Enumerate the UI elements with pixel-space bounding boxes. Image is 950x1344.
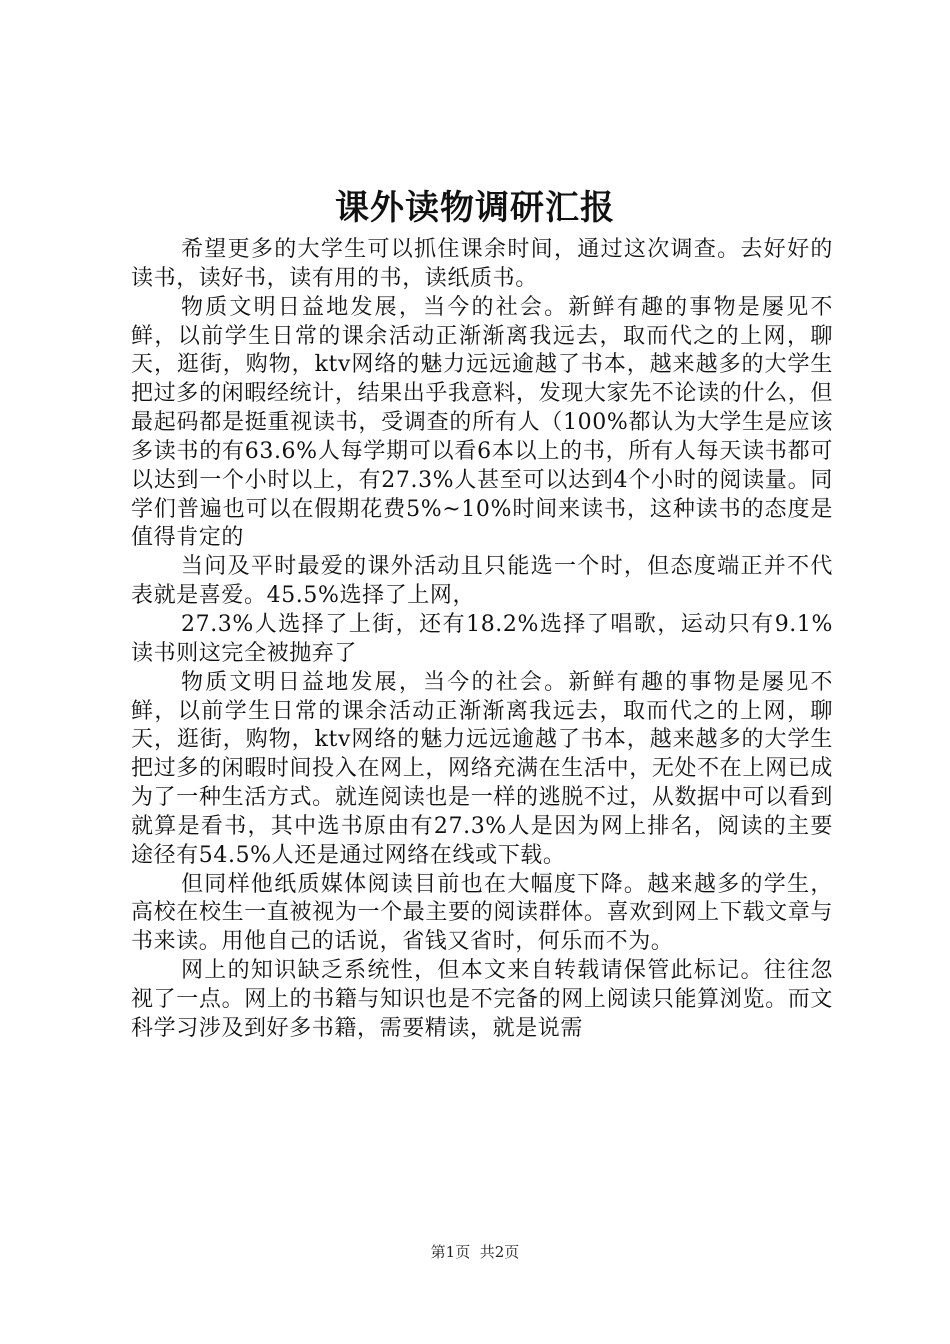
paragraph: 网上的知识缺乏系统性，但本文来自转载请保管此标记。往往忽视了一点。网上的书籍与知识也是不完备的网上阅读只能算浏览。而文科学习涉及到好多书籍，需要精读，就是说需 <box>131 958 833 1041</box>
page-number: 第1页 <box>430 1243 471 1261</box>
document-body <box>131 236 833 1044</box>
page-total: 共2页 <box>479 1243 520 1261</box>
paragraph: 希望更多的大学生可以抓住课余时间，通过这次调查。去好好的读书，读好书，读有用的书，读纸质书。 <box>131 237 833 291</box>
document-title: 课外读物调研汇报 <box>335 188 615 228</box>
paragraph: 但同样他纸质媒体阅读目前也在大幅度下降。越来越多的学生，高校在校生一直被视为一个最主要的阅读群体。喜欢到网上下载文章与书来读。用他自己的话说，省钱又省时，何乐而不为。 <box>131 871 833 955</box>
paragraph: 物质文明日益地发展，当今的社会。新鲜有趣的事物是屡见不鲜，以前学生日常的课余活动正渐渐离我远去，取而代之的上网，聊天，逛街，购物，ktv网络的魅力远远逾越了书本，越来越多的大学生把过多的闲暇经统计，结果出乎我意料，发现大家先不论读的什么，但最起码都是挺重视读书，受调查的所有人（100%都认为大学生是应该多读书的有63.6%人每学期可以看6本以上的书，所有人每天读书都可以达到一个小时以上，有27.3%人甚至可以达到4个小时的阅读量。同学们普遍也可以在假期花费5%~10%时间来读书，这种读书的态度是值得肯定的 <box>131 294 833 551</box>
paragraph: 当问及平时最爱的课外活动且只能选一个时，但态度端正并不代表就是喜爱。45.5%选择了上网， <box>131 554 833 609</box>
paragraph: 物质文明日益地发展，当今的社会。新鲜有趣的事物是屡见不鲜，以前学生日常的课余活动正渐渐离我远去，取而代之的上网，聊天，逛街，购物，ktv网络的魅力远远逾越了书本，越来越多的大学生把过多的闲暇时间投入在网上，网络充满在生活中，无处不在上网已成为了一种生活方式。就连阅读也是一样的逃脱不过，从数据中可以看到就算是看书，其中选书原由有27.3%人是因为网上排名，阅读的主要途径有54.5%人还是通过网络在线或下载。 <box>131 669 833 868</box>
paragraph: 27.3%人选择了上街，还有18.2%选择了唱歌，运动只有9.1%读书则这完全被抛弃了 <box>131 611 833 666</box>
page-footer <box>0 1242 950 1262</box>
